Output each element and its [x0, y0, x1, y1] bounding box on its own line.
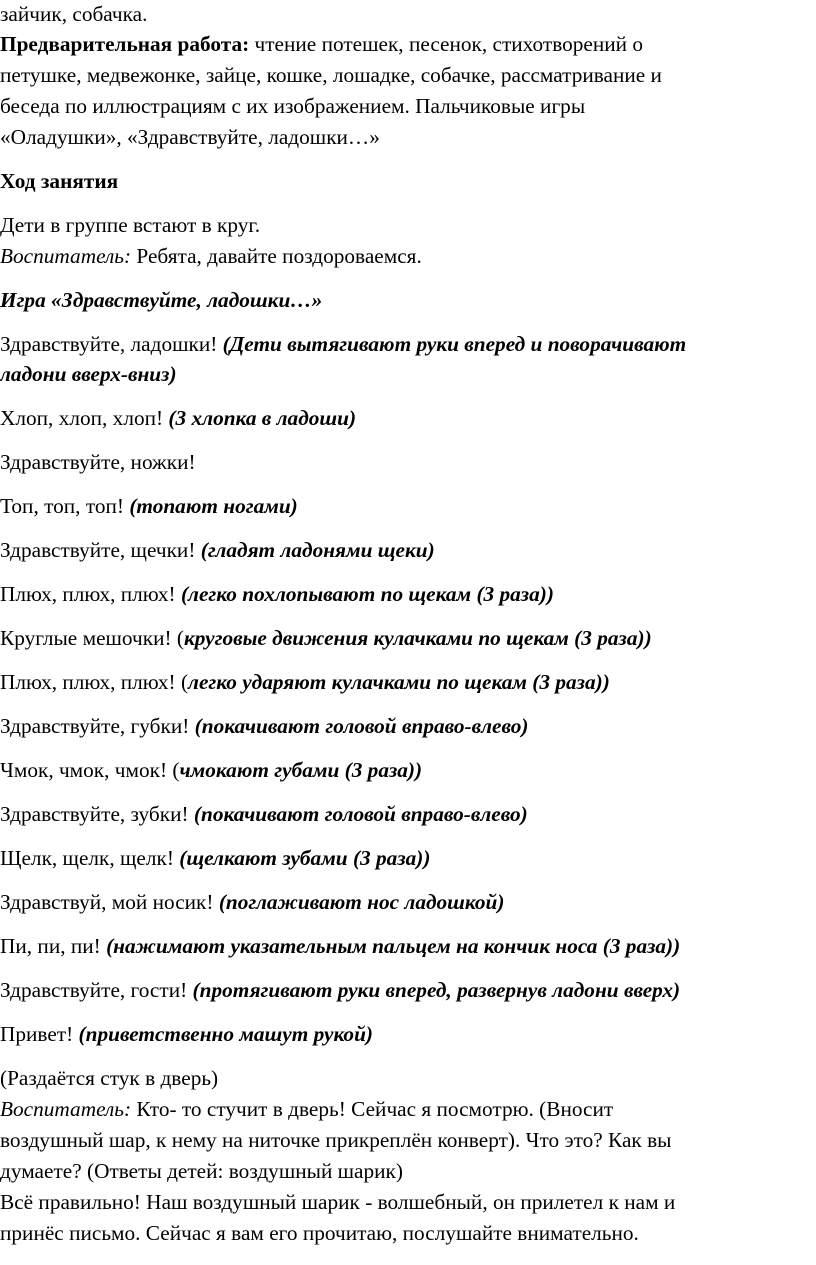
game-line	[0, 976, 680, 1005]
game-line	[0, 330, 686, 359]
ending-text: воздушный шар, к нему на ниточке прикреплён конверт). Что это? Как вы	[0, 1128, 672, 1152]
course-teacher-line	[0, 242, 422, 271]
ending-text: Всё правильно! Наш воздушный шарик - волшебный, он прилетел к нам и	[0, 1190, 676, 1214]
teacher-text: Кто- то стучит в дверь! Сейчас я посмотрю. (Вносит	[131, 1097, 614, 1121]
ending-text: думаете? (Ответы детей: воздушный шарик)	[0, 1159, 403, 1183]
action-note: (нажимают указательным пальцем на кончик носа (3 раза))	[106, 934, 681, 958]
game-line	[0, 800, 528, 829]
action-note: (щелкают зубами (3 раза))	[179, 846, 431, 870]
prep-label: Предварительная работа:	[0, 32, 250, 56]
verse-text: Круглые мешочки! (	[0, 626, 184, 650]
verse-text: Щелк, щелк, щелк!	[0, 846, 180, 870]
action-note: (Дети вытягивают руки вперед и поворачивают	[222, 332, 687, 356]
verse-text: Привет!	[0, 1022, 79, 1046]
game-line	[0, 844, 430, 873]
verse-text: Плюх, плюх, плюх!	[0, 582, 181, 606]
intro-text: зайчик, собачка.	[0, 2, 148, 26]
prep-line-1	[0, 30, 643, 59]
game-line	[0, 404, 356, 433]
prep-line-2	[0, 61, 662, 90]
ending-line-5	[0, 1219, 639, 1248]
prep-line-3	[0, 92, 585, 121]
teacher-text: Ребята, давайте поздороваемся.	[131, 244, 422, 268]
game-line	[0, 492, 298, 521]
prep-text: «Оладушки», «Здравствуйте, ладошки…»	[0, 125, 380, 149]
teacher-label: Воспитатель:	[0, 1097, 132, 1121]
action-note: чмокают губами (3 раза))	[179, 758, 423, 782]
ending-line-2	[0, 1126, 671, 1155]
game-title	[0, 286, 322, 315]
game-line	[0, 624, 652, 653]
action-note: (протягивают руки вперед, развернув ладони вверх)	[192, 978, 681, 1002]
verse-text: Плюх, плюх, плюх! (	[0, 670, 189, 694]
game-line	[0, 580, 554, 609]
prep-text: петушке, медвежонке, зайце, кошке, лошадке, собачке, рассматривание и	[0, 63, 662, 87]
game-line	[0, 1020, 373, 1049]
game-line	[0, 448, 196, 477]
verse-text: Чмок, чмок, чмок! (	[0, 758, 180, 782]
course-text: Дети в группе встают в круг.	[0, 213, 261, 237]
prep-line-4	[0, 123, 380, 152]
action-note: круговые движения кулачками по щекам (3 раза))	[183, 626, 652, 650]
game-line	[0, 932, 680, 961]
action-note: (3 хлопка в ладоши)	[168, 406, 357, 430]
prep-text: беседа по иллюстрациям с их изображением. Пальчиковые игры	[0, 94, 586, 118]
game-line	[0, 536, 435, 565]
verse-text: Здравствуйте, губки!	[0, 714, 195, 738]
game-line	[0, 756, 422, 785]
game-title-text: Игра «Здравствуйте, ладошки…»	[0, 288, 323, 312]
game-line	[0, 668, 610, 697]
prep-text: чтение потешек, песенок, стихотворений о	[249, 32, 644, 56]
game-line-continuation	[0, 360, 177, 389]
course-heading	[0, 167, 118, 196]
verse-text: Здравствуйте, ладошки!	[0, 332, 223, 356]
verse-text: Хлоп, хлоп, хлоп!	[0, 406, 169, 430]
verse-text: Здравствуйте, ножки!	[0, 450, 196, 474]
verse-text: Топ, топ, топ!	[0, 494, 130, 518]
knock-text: (Раздаётся стук в дверь)	[0, 1066, 219, 1090]
game-line	[0, 888, 505, 917]
course-line-1	[0, 211, 260, 240]
ending-teacher-line	[0, 1095, 613, 1124]
ending-line-4	[0, 1188, 675, 1217]
verse-text: Здравствуй, мой носик!	[0, 890, 219, 914]
verse-text: Здравствуйте, гости!	[0, 978, 193, 1002]
course-heading-text: Ход занятия	[0, 169, 119, 193]
knock-line	[0, 1064, 218, 1093]
action-note: (приветственно машут рукой)	[78, 1022, 374, 1046]
action-note: (легко похлопывают по щекам (3 раза))	[180, 582, 554, 606]
action-note: (поглаживают нос ладошкой)	[218, 890, 505, 914]
verse-text: Здравствуйте, зубки!	[0, 802, 194, 826]
teacher-label: Воспитатель:	[0, 244, 132, 268]
verse-text: Здравствуйте, щечки!	[0, 538, 201, 562]
action-note: (покачивают головой вправо-влево)	[194, 714, 529, 738]
ending-text: принёс письмо. Сейчас я вам его прочитаю, послушайте внимательно.	[0, 1221, 639, 1245]
game-line	[0, 712, 528, 741]
action-note: ладони вверх-вниз)	[0, 362, 177, 386]
action-note: (покачивают головой вправо-влево)	[193, 802, 528, 826]
action-note: легко ударяют кулачками по щекам (3 раза))	[188, 670, 610, 694]
action-note: (топают ногами)	[129, 494, 298, 518]
verse-text: Пи, пи, пи!	[0, 934, 107, 958]
ending-line-3	[0, 1157, 403, 1186]
action-note: (гладят ладонями щеки)	[200, 538, 435, 562]
intro-first-line	[0, 0, 147, 29]
